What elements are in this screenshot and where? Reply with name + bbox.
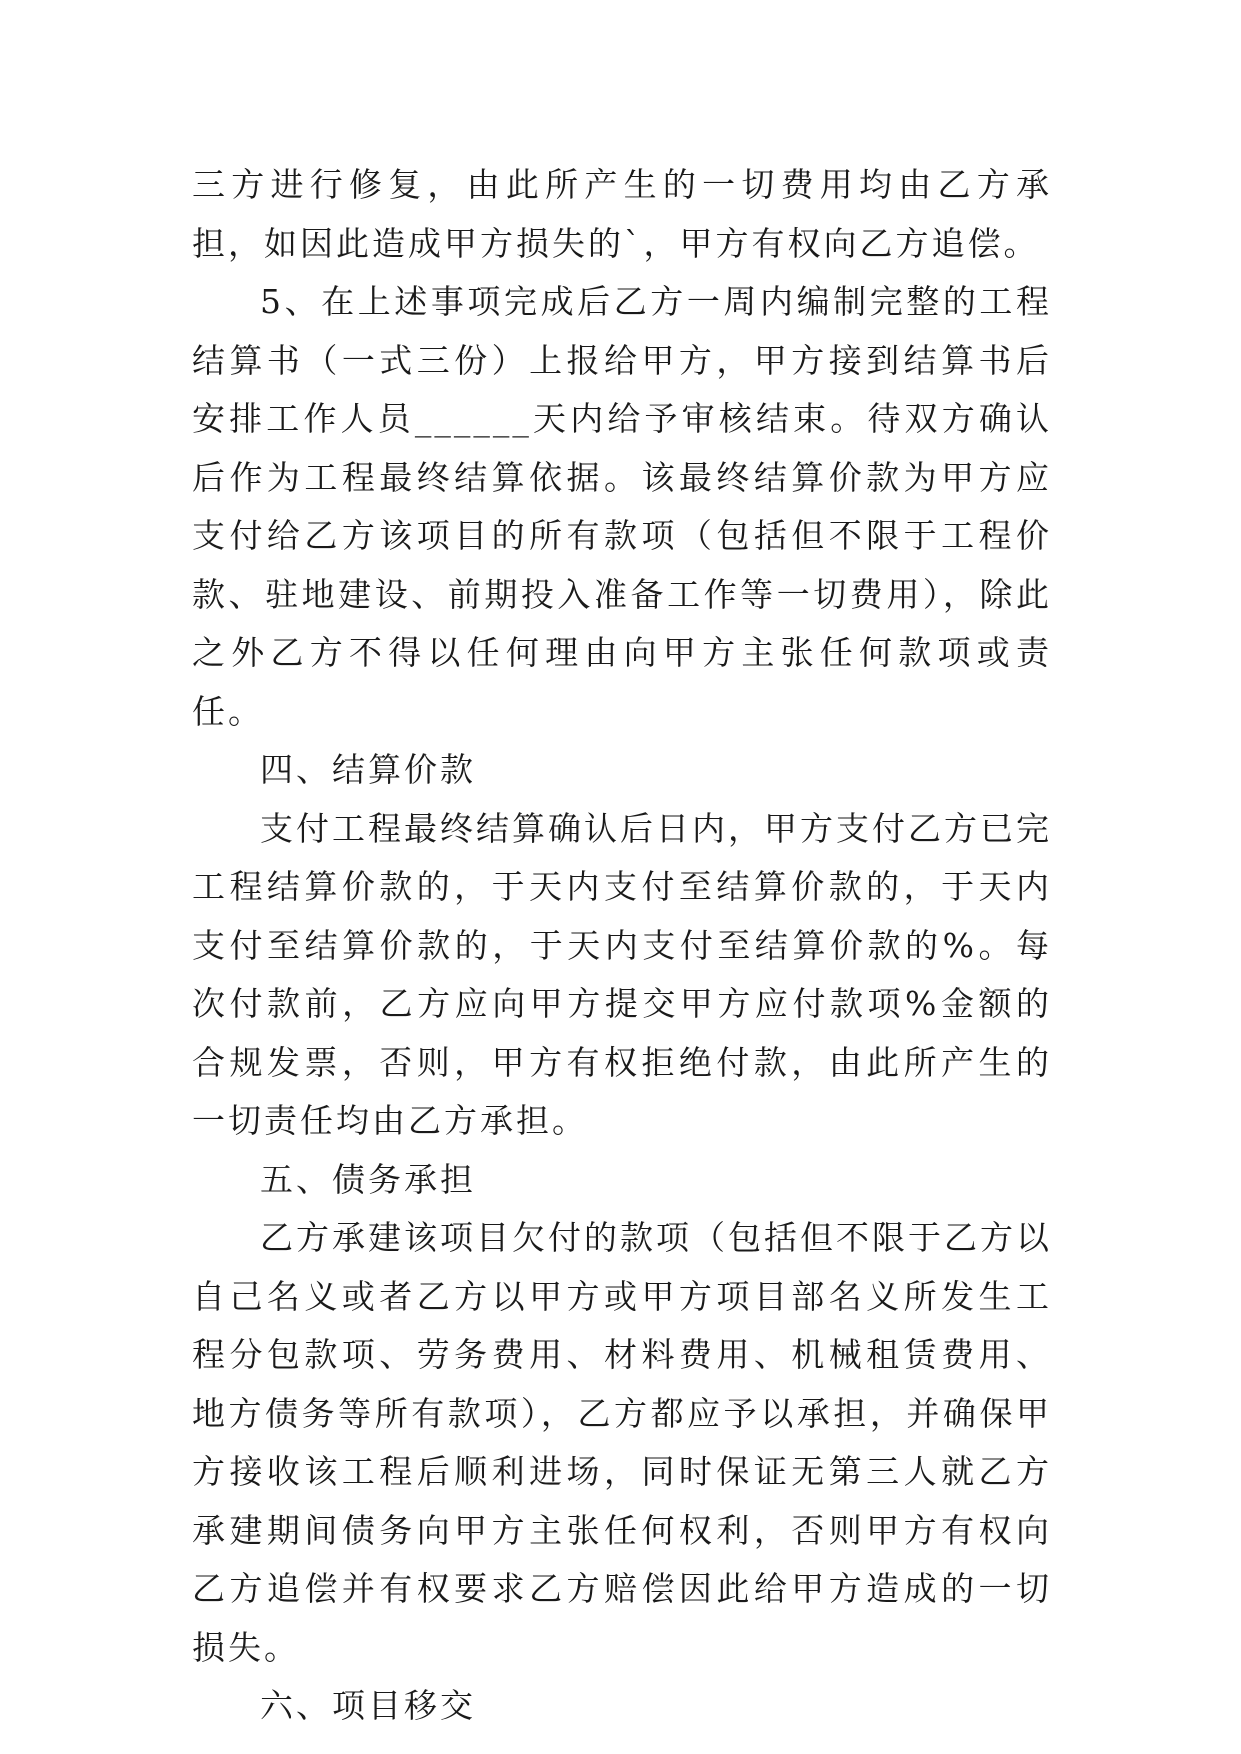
paragraph-debt-terms: 乙方承建该项目欠付的款项（包括但不限于乙方以自己名义或者乙方以甲方或甲方项目部名义所发生工程分包款项、劳务费用、材料费用、机械租赁费用、地方债务等所有款项），乙方都应予以承担，并确保甲方接收该工程后顺利进场，同时保证无第三人就乙方承建期间债务向甲方主张任何权利，否则甲方有权向乙方追偿并有权要求乙方赔偿因此给甲方造成的一切损失。	[192, 1218, 1052, 1667]
section-heading-settlement-price: 四、结算价款	[260, 750, 476, 789]
document-body	[192, 156, 1052, 1736]
paragraph-payment-terms: 支付工程最终结算确认后日内，甲方支付乙方已完工程结算价款的，于天内支付至结算价款的，于天内支付至结算价款的，于天内支付至结算价款的%。每次付款前，乙方应向甲方提交甲方应付款项%金额的合规发票，否则，甲方有权拒绝付款，由此所产生的一切责任均由乙方承担。	[192, 808, 1052, 1140]
paragraph-settlement-book: 5、在上述事项完成后乙方一周内编制完整的工程结算书（一式三份）上报给甲方，甲方接到结算书后安排工作人员______天内给予审核结束。待双方确认后作为工程最终结算依据。该最终结算价款为甲方应支付给乙方该项目的所有款项（包括但不限于工程价款、驻地建设、前期投入准备工作等一切费用），除此之外乙方不得以任何理由向甲方主张任何款项或责任。	[192, 282, 1052, 731]
section-heading-project-handover: 六、项目移交	[260, 1686, 476, 1725]
section-heading-debt-assumption: 五、债务承担	[260, 1159, 476, 1199]
paragraph-repair-costs: 三方进行修复，由此所产生的一切费用均由乙方承担，如因此造成甲方损失的`，甲方有权向乙方追偿。	[192, 165, 1052, 263]
